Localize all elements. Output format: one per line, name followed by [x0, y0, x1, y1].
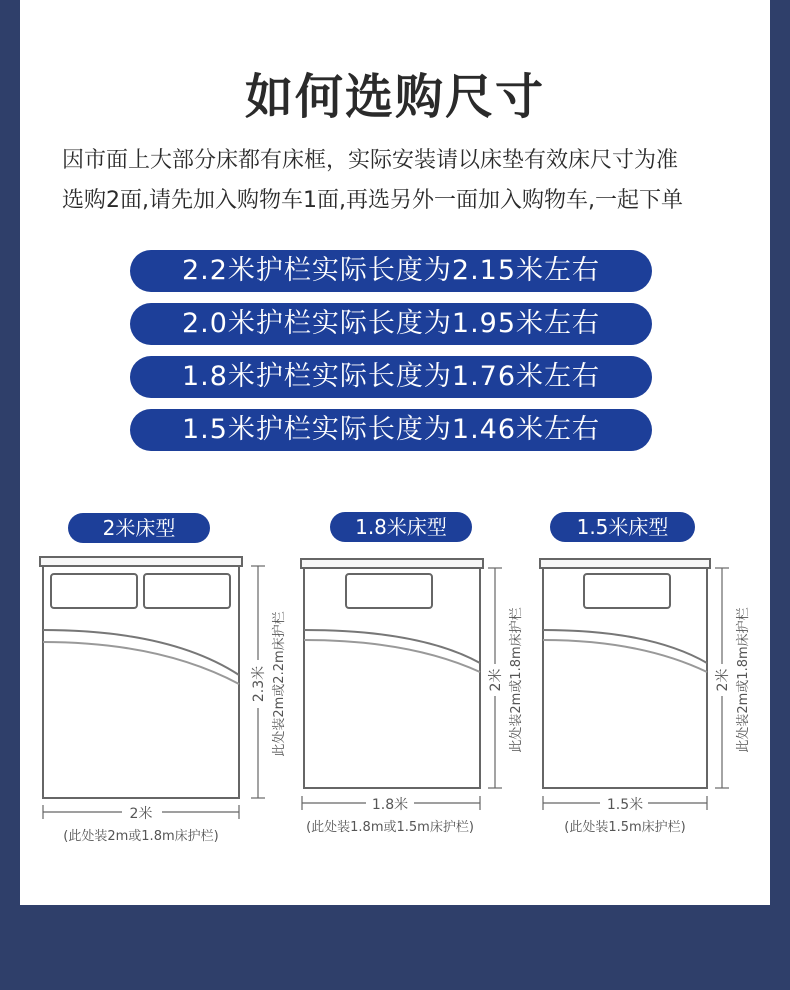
width-label: 2米 — [129, 806, 153, 822]
length-label: 2米 — [715, 668, 731, 692]
description-line-1: 因市面上大部分床都有床框，实际安装请以床垫有效床尺寸为准 — [62, 148, 679, 173]
side-note: 此处装2m或1.8m床护栏 — [736, 607, 751, 753]
bed-diagram-15m — [540, 559, 729, 810]
length-label: 2米 — [488, 668, 504, 692]
headboard — [40, 557, 242, 566]
pillow — [51, 574, 137, 608]
bed-label-2m: 2米床型 — [68, 513, 210, 543]
mattress — [304, 568, 480, 788]
pillow — [144, 574, 230, 608]
blanket-line — [543, 640, 707, 672]
headboard — [301, 559, 483, 568]
blanket-line — [43, 642, 239, 684]
description-line-2: 选购2面,请先加入购物车1面,再选另外一面加入购物车,一起下单 — [62, 188, 683, 213]
bed-label-18m: 1.8米床型 — [330, 512, 472, 542]
bed-diagram-18m — [301, 559, 502, 810]
width-label: 1.8米 — [371, 797, 409, 813]
length-note-15: 1.5米护栏实际长度为1.46米左右 — [130, 409, 652, 451]
width-label: 1.5米 — [606, 797, 644, 813]
pillow — [346, 574, 432, 608]
side-note: 此处装2m或2.2m床护栏 — [272, 611, 287, 757]
length-note-20: 2.0米护栏实际长度为1.95米左右 — [130, 303, 652, 345]
bottom-note: (此处装2m或1.8m床护栏) — [63, 829, 219, 844]
length-label: 2.3米 — [251, 665, 267, 703]
bed-label-15m: 1.5米床型 — [550, 512, 695, 542]
bottom-note: (此处装1.8m或1.5m床护栏) — [306, 820, 474, 835]
bed-diagram-2m — [40, 557, 265, 819]
side-note: 此处装2m或1.8m床护栏 — [509, 607, 524, 753]
bottom-note: (此处装1.5m床护栏) — [564, 820, 686, 835]
page-title: 如何选购尺寸 — [244, 69, 545, 125]
blanket-line — [43, 630, 239, 675]
length-note-18: 1.8米护栏实际长度为1.76米左右 — [130, 356, 652, 398]
headboard — [540, 559, 710, 568]
length-note-22: 2.2米护栏实际长度为2.15米左右 — [130, 250, 652, 292]
mattress — [43, 566, 239, 798]
blanket-line — [304, 640, 480, 672]
pillow — [584, 574, 670, 608]
mattress — [543, 568, 707, 788]
